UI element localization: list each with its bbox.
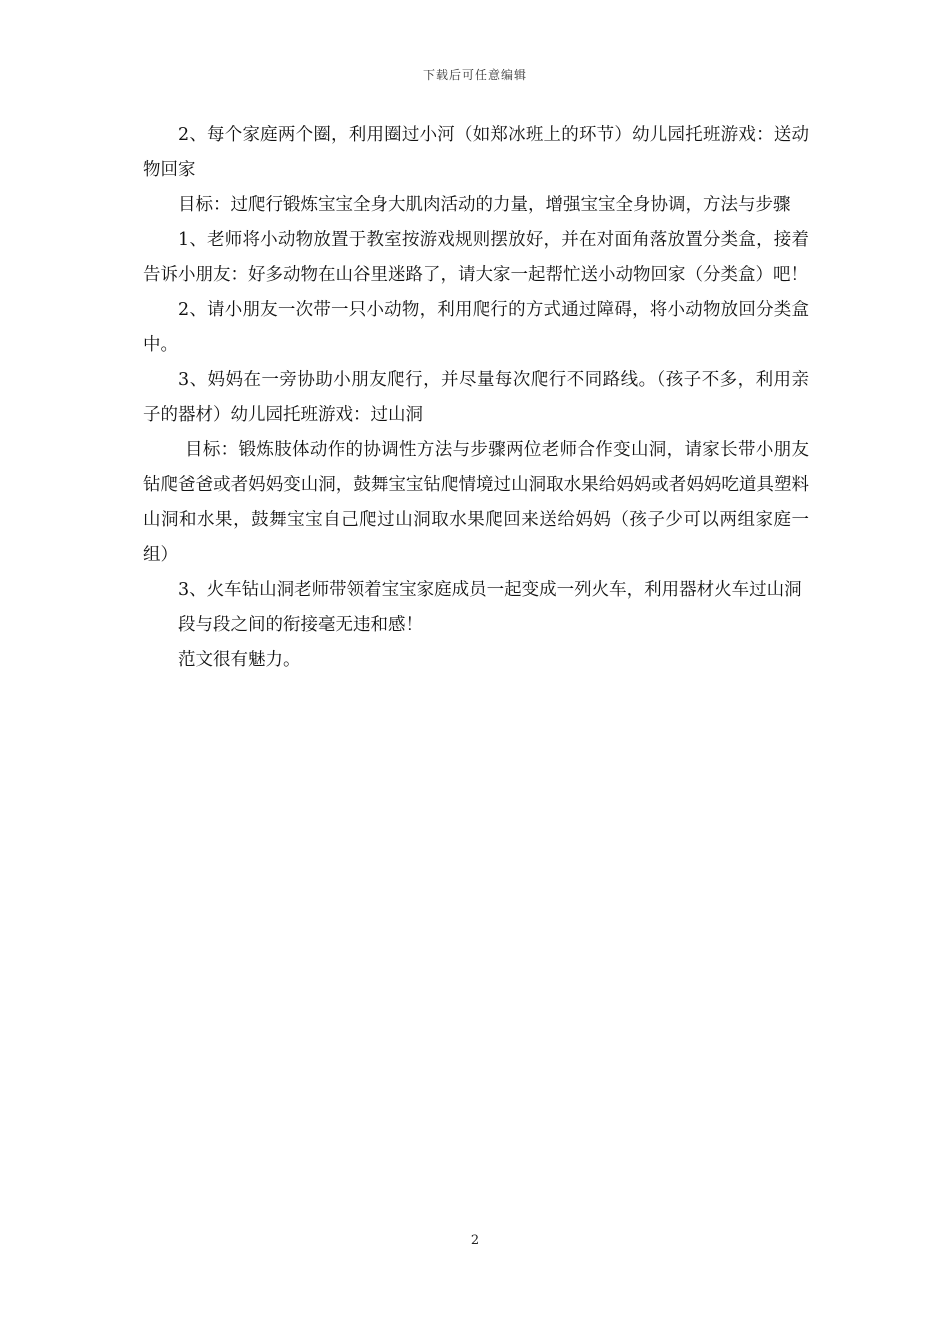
paragraph-7: 3、火车钻山洞老师带领着宝宝家庭成员一起变成一列火车，利用器材火车过山洞: [178, 580, 802, 600]
document-body: [143, 118, 809, 678]
paragraph-5: 3、妈妈在一旁协助小朋友爬行，并尽量每次爬行不同路线。（孩子不多，利用亲子的器材）幼儿园托班游戏：过山洞: [143, 370, 809, 425]
paragraph-9: 范文很有魅力。: [178, 650, 301, 670]
paragraph-2: 目标：过爬行锻炼宝宝全身大肌肉活动的力量，增强宝宝全身协调，方法与步骤: [178, 195, 791, 215]
paragraph-6: 目标：锻炼肢体动作的协调性方法与步骤两位老师合作变山洞，请家长带小朋友钻爬爸爸或者妈妈变山洞，鼓舞宝宝钻爬情境过山洞取水果给妈妈或者妈妈吃道具塑料山洞和水果，鼓舞宝宝自己爬过山洞取水果爬回来送给妈妈（孩子少可以两组家庭一组）: [143, 440, 809, 565]
paragraph-8: 段与段之间的衔接毫无违和感！: [178, 615, 423, 635]
paragraph-4: 2、请小朋友一次带一只小动物，利用爬行的方式通过障碍，将小动物放回分类盒中。: [143, 300, 809, 355]
page-header: 下载后可任意编辑: [422, 68, 527, 82]
page-number: 2: [470, 1233, 480, 1248]
paragraph-3: 1、老师将小动物放置于教室按游戏规则摆放好，并在对面角落放置分类盒，接着告诉小朋友：好多动物在山谷里迷路了，请大家一起帮忙送小动物回家（分类盒）吧！: [143, 230, 809, 285]
paragraph-1: 2、每个家庭两个圈，利用圈过小河（如郑冰班上的环节）幼儿园托班游戏：送动物回家: [143, 125, 809, 180]
